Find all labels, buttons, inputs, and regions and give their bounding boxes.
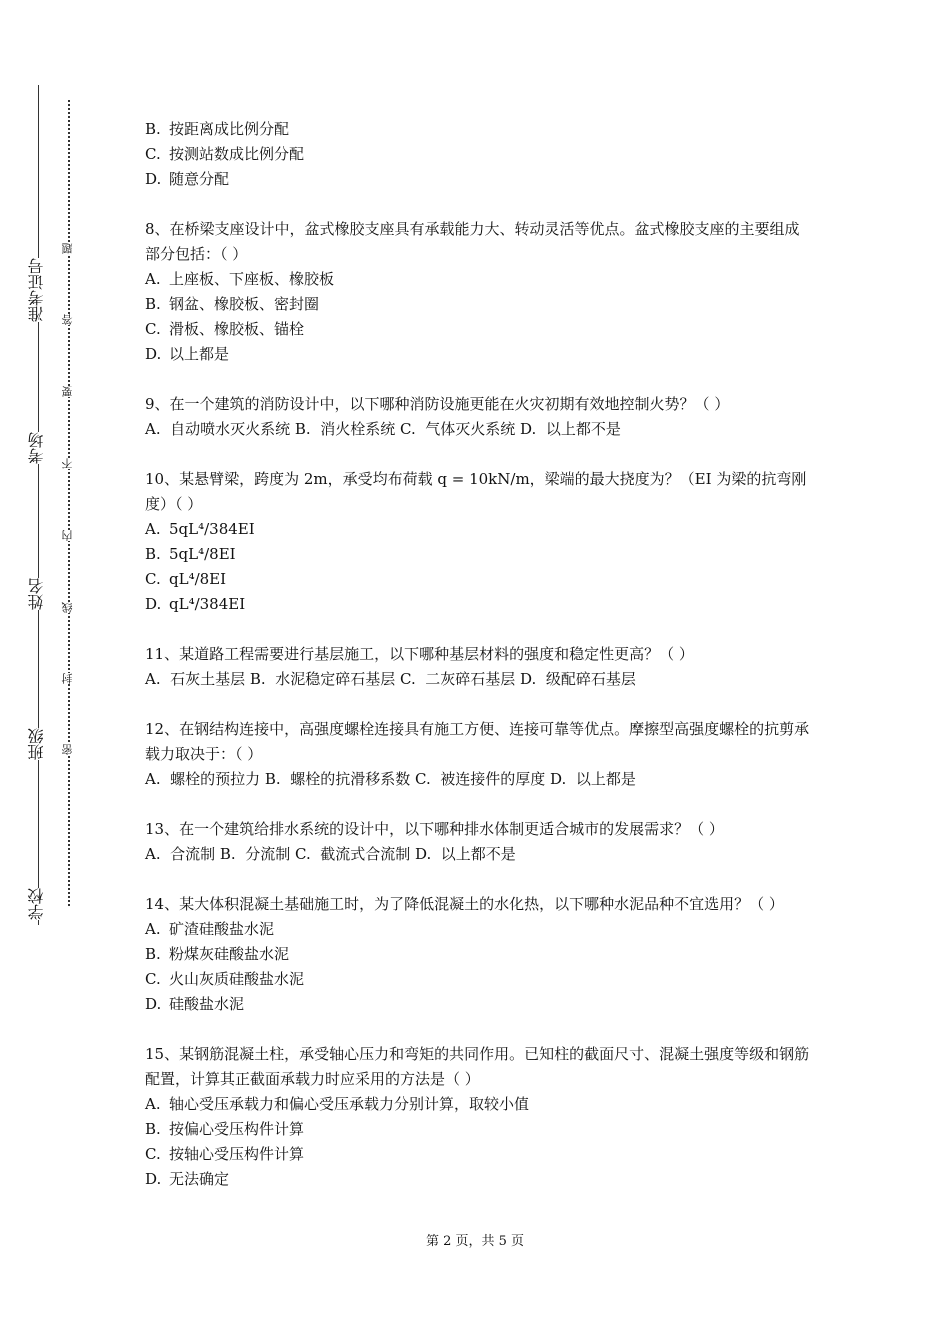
inline-options: A. 合流制 B. 分流制 C. 截流式合流制 D. 以上都不是 bbox=[145, 845, 516, 863]
option-line: A. 矿渣硅酸盐水泥 bbox=[145, 920, 275, 938]
question-10 bbox=[145, 467, 810, 617]
seal-warning-char: 封 bbox=[61, 673, 74, 684]
seal-warning-char: 不 bbox=[61, 458, 74, 469]
question-15 bbox=[145, 1042, 810, 1192]
question-13 bbox=[145, 817, 810, 867]
option-line: C. 按轴心受压构件计算 bbox=[145, 1145, 305, 1163]
seal-warning-char: 答 bbox=[61, 314, 74, 325]
question-9 bbox=[145, 392, 810, 442]
question-stem: 8、在桥梁支座设计中，盆式橡胶支座具有承载能力大、转动灵活等优点。盆式橡胶支座的主要组成部分包括：（ ） bbox=[145, 220, 800, 263]
option-line: B. 按偏心受压构件计算 bbox=[145, 1120, 305, 1138]
question-stem: 10、某悬臂梁，跨度为 2m，承受均布荷载 q = 10kN/m，梁端的最大挠度为？（EI 为梁的抗弯刚度）（ ） bbox=[145, 470, 807, 513]
question-stem: 14、某大体积混凝土基础施工时，为了降低混凝土的水化热，以下哪种水泥品种不宜选用？（ ） bbox=[145, 895, 784, 913]
option-line: A. 轴心受压承载力和偏心受压承载力分别计算，取较小值 bbox=[145, 1095, 530, 1113]
inline-options: A. 石灰土基层 B. 水泥稳定碎石基层 C. 二灰碎石基层 D. 级配碎石基层 bbox=[145, 670, 636, 688]
field-exam-room: 考场 bbox=[22, 432, 52, 464]
question-11 bbox=[145, 642, 810, 692]
seal-warning-char: 密 bbox=[61, 744, 74, 755]
question-stem: 15、某钢筋混凝土柱，承受轴心压力和弯矩的共同作用。已知柱的截面尺寸、混凝土强度等级和钢筋配置，计算其正截面承载力时应采用的方法是（ ） bbox=[145, 1045, 810, 1088]
option-line: C. 按测站数成比例分配 bbox=[145, 145, 305, 163]
question-stem: 13、在一个建筑给排水系统的设计中，以下哪种排水体制更适合城市的发展需求？（ ） bbox=[145, 820, 724, 838]
option-line: D. 以上都是 bbox=[145, 345, 230, 363]
option-line: D. qL⁴/384EI bbox=[145, 595, 246, 613]
seal-warning-char: 要 bbox=[61, 386, 74, 397]
field-exam-id: 准考证号 bbox=[22, 258, 52, 322]
option-line: C. 滑板、橡胶板、锚栓 bbox=[145, 320, 305, 338]
binding-solid-line bbox=[38, 85, 39, 925]
field-school: 学校 bbox=[22, 888, 52, 920]
inline-options: A. 螺栓的预拉力 B. 螺栓的抗滑移系数 C. 被连接件的厚度 D. 以上都是 bbox=[145, 770, 636, 788]
option-line: A. 5qL⁴/384EI bbox=[145, 520, 255, 538]
seal-warning-char: 线 bbox=[61, 602, 74, 613]
inline-options: A. 自动喷水灭火系统 B. 消火栓系统 C. 气体灭火系统 D. 以上都不是 bbox=[145, 420, 621, 438]
question-stem: 11、某道路工程需要进行基层施工，以下哪种基层材料的强度和稳定性更高？（ ） bbox=[145, 645, 694, 663]
question-stem: 9、在一个建筑的消防设计中，以下哪种消防设施更能在火灾初期有效地控制火势？（ ） bbox=[145, 395, 730, 413]
option-line: B. 钢盆、橡胶板、密封圈 bbox=[145, 295, 320, 313]
option-line: D. 无法确定 bbox=[145, 1170, 230, 1188]
page-number: 第 2 页，共 5 页 bbox=[425, 1234, 525, 1249]
carryover-options bbox=[145, 117, 810, 192]
question-8 bbox=[145, 217, 810, 367]
option-line: B. 5qL⁴/8EI bbox=[145, 545, 236, 563]
option-line: B. 按距离成比例分配 bbox=[145, 120, 290, 138]
option-line: B. 粉煤灰硅酸盐水泥 bbox=[145, 945, 290, 963]
option-line: C. 火山灰质硅酸盐水泥 bbox=[145, 970, 305, 988]
option-line: A. 上座板、下座板、橡胶板 bbox=[145, 270, 335, 288]
option-line: D. 随意分配 bbox=[145, 170, 230, 188]
question-stem: 12、在钢结构连接中，高强度螺栓连接具有施工方便、连接可靠等优点。摩擦型高强度螺栓的抗剪承载力取决于：（ ） bbox=[145, 720, 810, 763]
option-line: D. 硅酸盐水泥 bbox=[145, 995, 245, 1013]
seal-dotted-line bbox=[68, 100, 70, 906]
question-14 bbox=[145, 892, 810, 1017]
seal-warning-char: 内 bbox=[61, 530, 74, 541]
option-line: C. qL⁴/8EI bbox=[145, 570, 227, 588]
seal-warning-char: 题 bbox=[61, 243, 74, 254]
field-name: 姓名 bbox=[22, 578, 52, 610]
question-12 bbox=[145, 717, 810, 792]
question-content bbox=[145, 117, 810, 1192]
field-class: 班级 bbox=[22, 728, 52, 760]
